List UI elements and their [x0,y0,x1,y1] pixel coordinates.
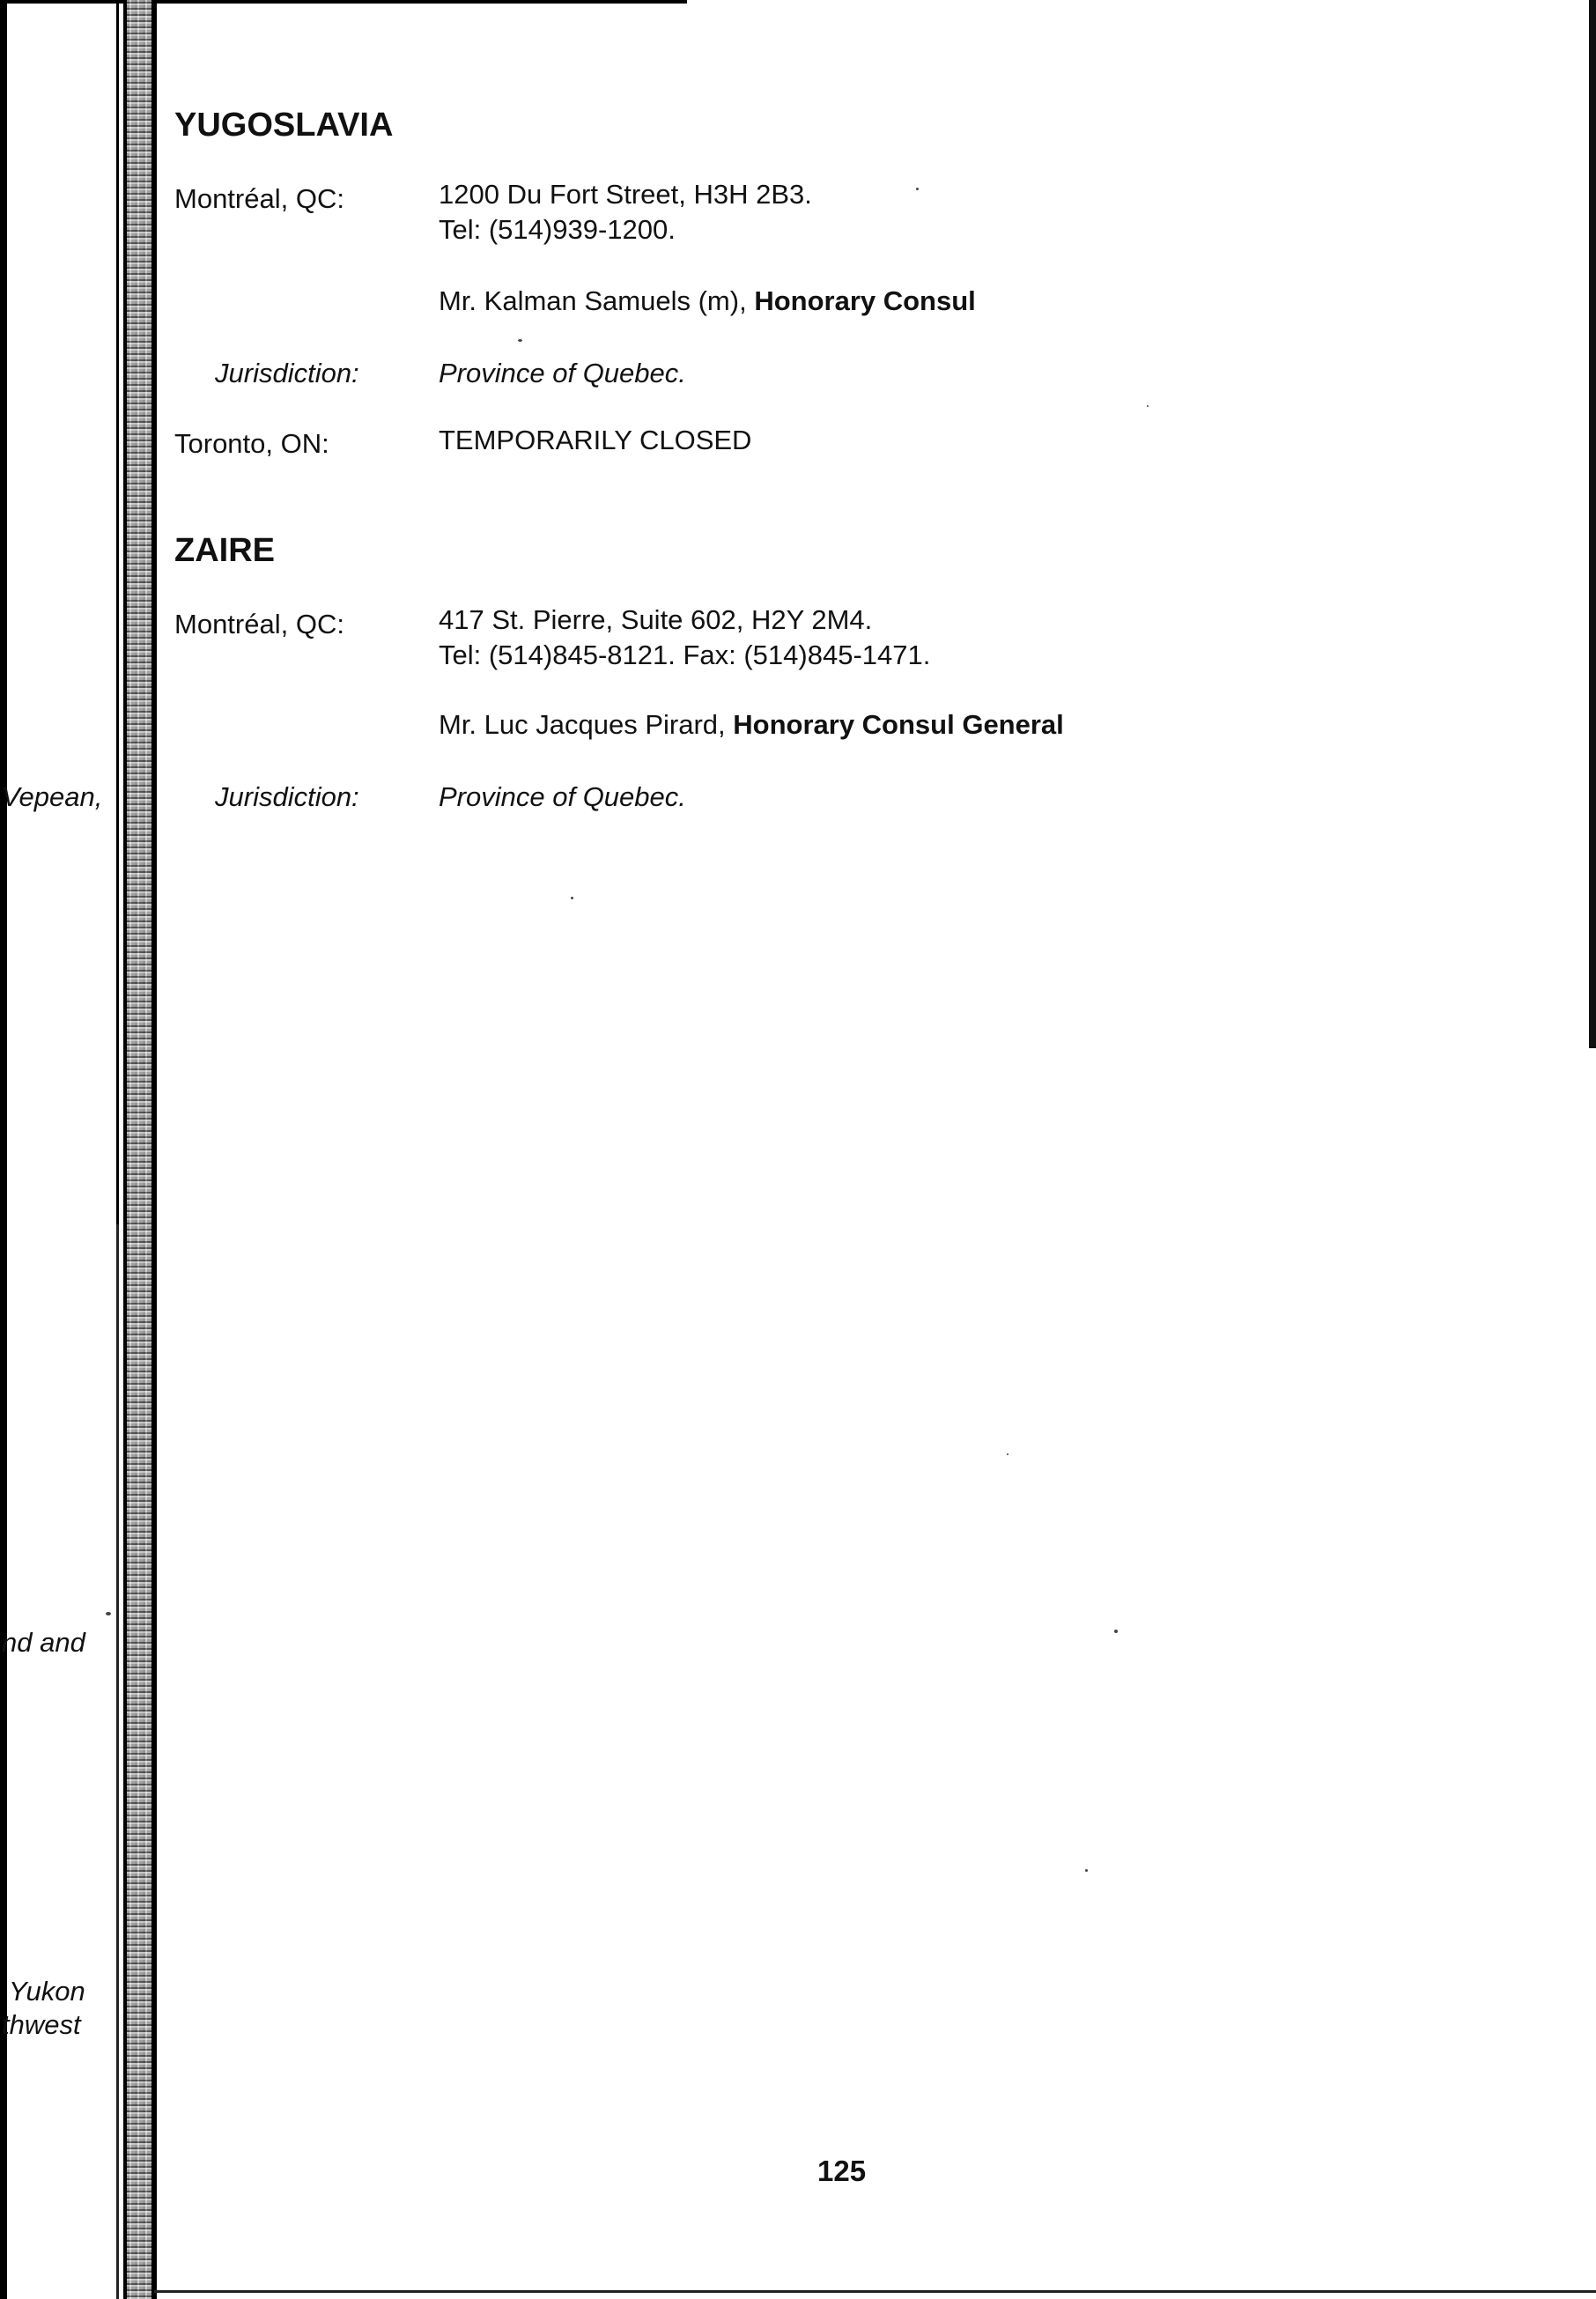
scan-top-rule [0,0,687,4]
jurisdiction-label: Jurisdiction: [215,358,359,388]
margin-bleed-text: thwest [2,2009,81,2040]
contact-line [439,285,976,318]
contact-line [439,708,1064,742]
jurisdiction-label: Jurisdiction: [215,781,359,812]
status-text: TEMPORARILY CLOSED [439,425,752,455]
country-heading: ZAIRE [174,532,275,569]
scan-left-edge [0,0,7,2299]
scan-speck [1007,1453,1009,1455]
margin-bleed-text: nd and [2,1627,85,1658]
scan-speck [518,339,522,342]
binding-strip [123,0,157,2299]
city-label: Montréal, QC: [174,609,344,639]
contact-title: Honorary Consul [754,285,976,316]
phone-fax-line: Tel: (514)845-8121. Fax: (514)845-1471. [439,639,931,670]
scan-speck [1147,405,1149,407]
margin-bleed-text: Yukon [9,1976,85,2007]
scan-speck [106,1612,111,1615]
scan-speck [571,897,573,899]
scan-speck [916,188,919,190]
jurisdiction-value: Province of Quebec. [439,358,686,388]
scan-speck [1085,1869,1088,1872]
margin-bleed-text: Vepean, [2,781,103,812]
scan-bottom-rule [154,2290,1596,2293]
country-heading: YUGOSLAVIA [174,107,394,144]
contact-name: Mr. Luc Jacques Pirard, [439,709,734,740]
binding-shadow-line-lower [116,1224,119,2299]
address-line: 1200 Du Fort Street, H3H 2B3. [439,179,812,210]
page-number: 125 [817,2155,867,2187]
scan-speck [1114,1630,1118,1633]
contact-title: Honorary Consul General [733,709,1064,740]
phone-line: Tel: (514)939-1200. [439,214,676,245]
jurisdiction-value: Province of Quebec. [439,781,686,812]
scan-right-edge [1589,0,1596,1048]
binding-shadow-line [116,0,119,1224]
address-line: 417 St. Pierre, Suite 602, H2Y 2M4. [439,604,873,635]
contact-name: Mr. Kalman Samuels (m), [439,285,755,316]
city-label: Toronto, ON: [174,428,329,459]
city-label: Montréal, QC: [174,183,344,214]
